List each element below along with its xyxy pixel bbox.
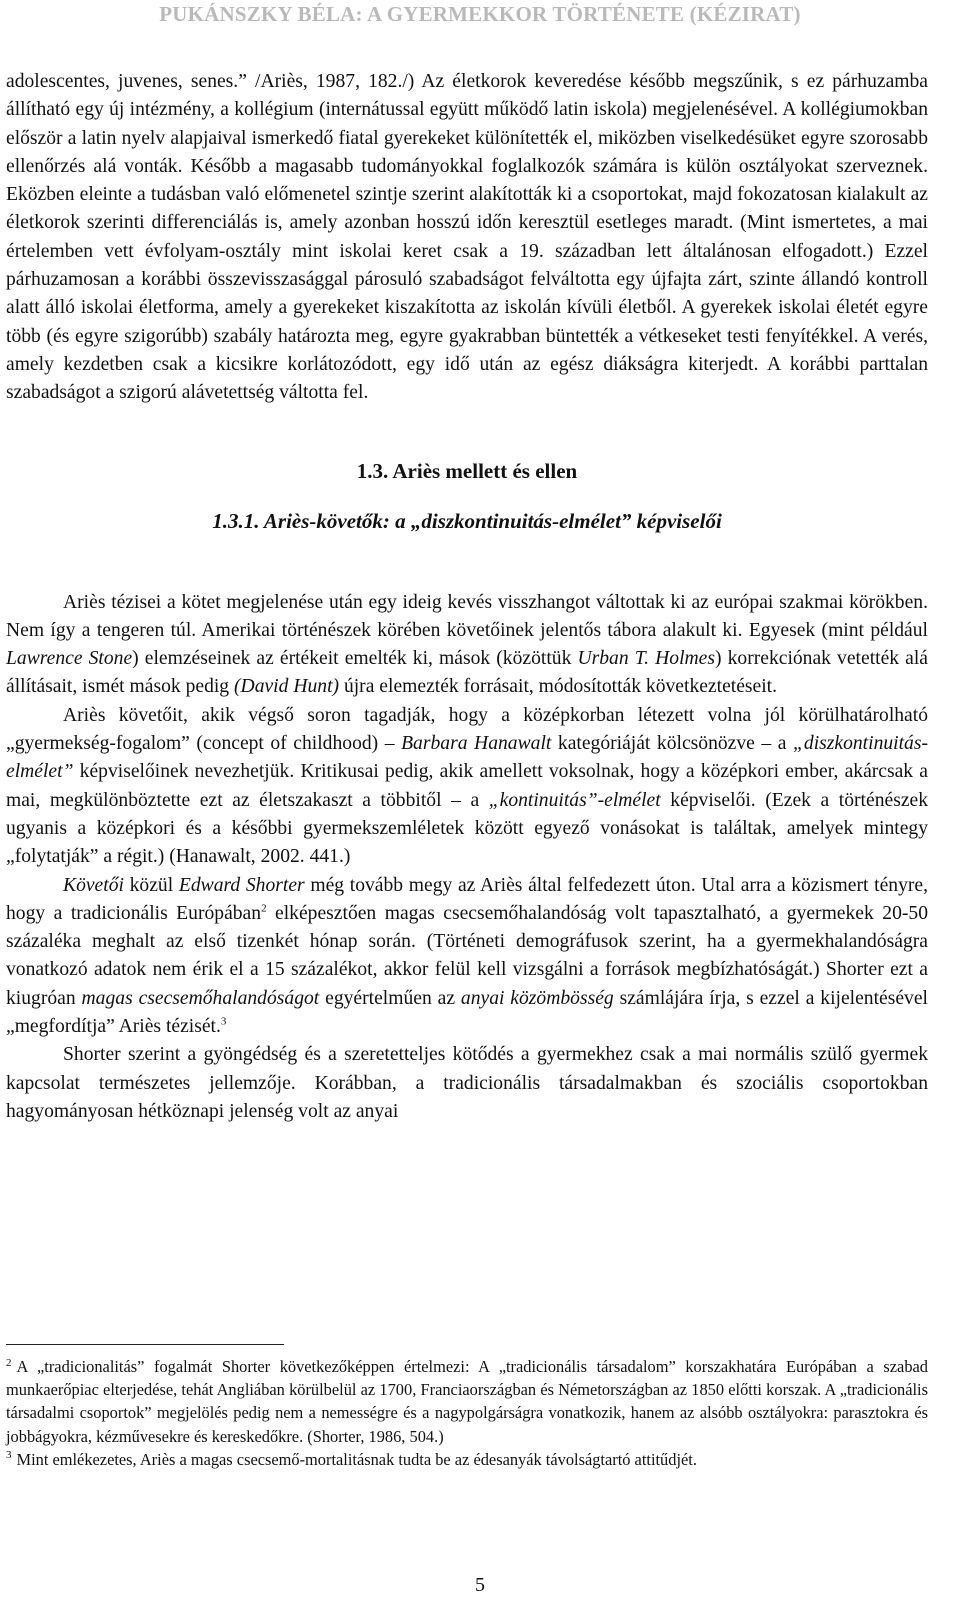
subsection-heading: 1.3.1. Ariès-követők: a „diszkontinuitás-elmélet” képviselői: [212, 508, 722, 533]
text-run: újra elemezték forrásait, módosították következtetéseit.: [339, 676, 778, 698]
spacer: [6, 408, 928, 457]
text-run: kategóriáját kölcsönözve – a: [551, 733, 793, 755]
text-run: Ariès követőit, akik végső soron tagadják, hogy a középkorban létezett volna jól körülhatárolható „gyermekség-fogalom” (concept of childhood) –: [6, 704, 928, 755]
italic-term: magas csecsemőhalandóságot: [81, 987, 320, 1009]
italic-term: anyai közömbösség: [460, 987, 614, 1009]
paragraph-continuation: adolescentes, juvenes, senes.” /Ariès, 1987, 182./) Az életkorok keveredése később megszűnik, s ez párhuzamba állítható egy új intézmény, a kollégium (internátussal együtt működő latin iskola) megjelenésével. A kollégiumokban először a latin nyelv alapjaival ismerkedő fiatal gyerekeket különítették el, miközben viselkedésüket egyre szorosabb ellenőrzés alá vonták. Később a magasabb tudományokkal foglalkozók számára is külön osztályokat szerveznek. Eközben eleinte a tudásban való előmenetel szintje szerint alakították ki a csoportokat, majd fokozatosan kialakult az életkorok szerinti differenciálás is, amely azonban hosszú időn keresztül esetleges maradt. (Mint ismertetes, a mai értelemben vett évfolyam-osztály mint iskolai keret csak a 19. században lett általánosan elfogadott.) Ezzel párhuzamosan a korábbi összevisszasággal párosuló szabadságot felváltotta egy újfajta zárt, szinte állandó kontroll alatt álló iskolai életforma, amely a gyerekeket kiszakította az iskolán kívüli életből. A gyerekek iskolai életét egyre több (és egyre szigorúbb) szabály határozta meg, egyre gyakrabban büntették a vétkeseket testi fenyítékkel. A verés, amely kezdetben csak a kicsikre korlátozódott, egy idő után az egész diákságra kiterjedt. A korábbi parttalan szabadságot a szigorú alávetettség váltotta fel.: [6, 71, 928, 404]
footnote-text: Mint emlékezetes, Ariès a magas csecsemő-mortalitásnak tudta be az édesanyák távolságtartó attitűdjét.: [16, 1449, 697, 1469]
footnote-3: [6, 1448, 928, 1471]
paragraph-aries-reception: [6, 589, 928, 702]
text-run: ) korrekciónak vetették alá állításait, ismét mások pedig: [6, 648, 928, 698]
running-header: PUKÁNSZKY BÉLA: A GYERMEKKOR TÖRTÉNETE (KÉZIRAT): [159, 2, 801, 26]
footnote-mark: 3: [6, 1449, 12, 1462]
footnotes: [6, 1355, 928, 1471]
italic-name: Lawrence Stone: [6, 648, 133, 670]
italic-term: „kontinuitás”-elmélet: [488, 789, 661, 811]
paragraph-shorter-tenderness: Shorter szerint a gyöngédség és a szeretetteljes kötődés a gyermekhez csak a mai normális szülő gyermek kapcsolat természetes jellemzője. Korábban, a tradicionális társadalmakban és szociális csoportokban hagyományosan hétköznapi jelenség volt az anyai: [6, 1044, 928, 1122]
text-run: elképesztően magas csecsemőhalandóság volt tapasztalható, a gyermekek 20-50 százaléka meghalt az első tizenkét hónap során. (Történeti demográfusok szerint, ha a gyermekhalandóságra vonatkozó adatok nem érik el a 15 százalékot, akkor felül kell vizsgálni a források megbízhatóságát.) Shorter ezt a kiugróan: [6, 902, 928, 1009]
italic-name: Barbara Hanawalt: [401, 733, 552, 755]
footnote-divider: [6, 1344, 284, 1345]
italic-name: Urban T. Holmes: [577, 648, 715, 670]
body-text: [6, 68, 928, 1126]
italic-term: „diszkontinuitás-elmélet”: [6, 733, 928, 783]
text-run: közül: [123, 874, 179, 896]
footnote-mark: 2: [6, 1356, 12, 1369]
text-run: egyértelműen az: [319, 987, 461, 1009]
text-run: ) elemzéseinek az értékeit emelték ki, mások (közöttük: [132, 648, 578, 670]
text-run: képviselőinek nevezhetjük. Kritikusai pedig, akik amellett voksolnak, hogy a középkori ember, akárcsak a mai, megkülönböztette ezt az életszakaszt a többitől – a: [6, 761, 928, 811]
italic-name: (David Hunt): [234, 676, 340, 698]
paragraph-discontinuity-theory: [6, 702, 928, 872]
section-heading: 1.3. Ariès mellett és ellen: [356, 458, 578, 483]
text-run: képviselői. (Ezek a történészek ugyanis a középkori és a későbbi gyermekszemléletek között egyező vonásokat is találtak, amelyek mintegy „folytatják” a régit.) (Hanawalt, 2002. 441.): [6, 789, 929, 868]
paragraph-shorter: [6, 872, 928, 1042]
italic-term: Követői: [63, 874, 124, 896]
footnote-reference[interactable]: 2: [261, 902, 267, 915]
text-run: számlájára írja, s ezzel a kijelentésével „megfordítja” Ariès tézisét.: [6, 987, 928, 1038]
text-run: Ariès tézisei a kötet megjelenése után egy ideig kevés visszhangot váltottak ki az európai szakmai körökben. Nem így a tengeren túl. Amerikai történészek körében követőinek jelentős tábora alakult ki. Egyesek (mint például: [6, 591, 928, 641]
spacer: [6, 485, 928, 507]
italic-name: Edward Shorter: [178, 874, 305, 896]
spacer: [6, 535, 928, 589]
footnote-text: A „tradicionalitás” fogalmát Shorter következőképpen értelmezi: A „tradicionális társadalom” korszakhatára Európában a szabad munkaerőpiac elterjedése, tehát Angliában körülbelül az 1700, Franciaországban és Németországban az 1850 előtti korszak. A „tradicionális társadalmi csoportok” megjelölés pedig nem a nemességre és a nagypolgárságra vonatkozik, hanem az alsóbb osztályokra: parasztokra és jobbágyokra, kézművesekre és kereskedőkre. (Shorter, 1986, 504.): [6, 1357, 928, 1446]
footnote-2: [6, 1355, 928, 1448]
footnote-reference[interactable]: 3: [220, 1015, 227, 1028]
page-number: 5: [475, 1574, 485, 1596]
text-run: még tovább megy az Ariès által felfedezett úton. Utal arra a közismert tényre, hogy a tradicionális Európában: [6, 874, 928, 924]
